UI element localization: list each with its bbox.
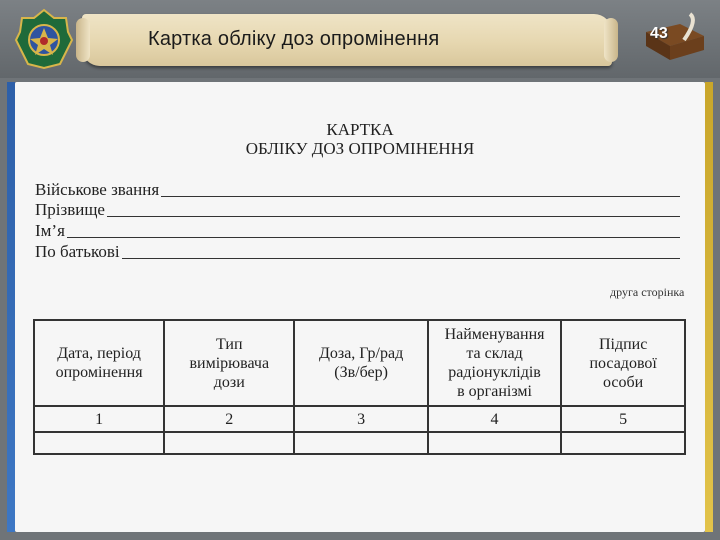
column-number: 5 xyxy=(561,406,685,432)
table-cell xyxy=(164,432,294,454)
title-banner xyxy=(82,14,612,66)
column-header-radionuclides xyxy=(428,320,561,406)
field-surname xyxy=(35,200,680,220)
column-number: 2 xyxy=(164,406,294,432)
emblem-icon xyxy=(14,8,74,70)
table-cell xyxy=(428,432,561,454)
header-line: опромінення xyxy=(55,364,143,381)
field-first-name xyxy=(35,221,680,241)
field-label: Військове звання xyxy=(35,180,160,199)
field-label: Прізвище xyxy=(35,200,105,219)
field-patronymic xyxy=(35,242,680,262)
table-row xyxy=(34,432,685,454)
column-header-meter-type xyxy=(164,320,294,406)
header-line: особи xyxy=(603,373,644,391)
field-line xyxy=(67,237,680,238)
field-label: Ім’я xyxy=(35,221,65,240)
page-side-note: друга сторінка xyxy=(610,285,685,299)
table-number-row xyxy=(34,406,685,432)
column-header-date xyxy=(34,320,164,406)
header-line: Доза, Гр/рад xyxy=(318,345,404,362)
slide-title: Картка обліку доз опромінення xyxy=(148,28,440,50)
header-line: вимірювача xyxy=(189,354,270,372)
header-line: (Зв/бер) xyxy=(334,364,388,381)
page-number: 43 xyxy=(650,25,668,42)
header-line: в організмі xyxy=(457,383,532,400)
header-line: радіонуклідів xyxy=(448,364,541,381)
table-header-row xyxy=(34,320,685,406)
header-line: дози xyxy=(213,373,245,391)
header-line: Підпис xyxy=(598,335,648,353)
column-number: 3 xyxy=(294,406,427,432)
document-title: КАРТКА xyxy=(326,120,394,139)
column-number: 1 xyxy=(34,406,164,432)
column-number: 4 xyxy=(428,406,561,432)
field-line xyxy=(161,196,680,197)
document-subtitle: ОБЛІКУ ДОЗ ОПРОМІНЕННЯ xyxy=(245,139,475,158)
header-line: Тип xyxy=(216,335,243,353)
header-line: посадової xyxy=(589,354,657,372)
table-cell xyxy=(34,432,164,454)
field-line xyxy=(107,216,680,217)
field-label: По батькові xyxy=(35,242,120,261)
header-line: та склад xyxy=(466,345,523,362)
column-header-signature xyxy=(561,320,685,406)
field-line xyxy=(122,258,680,259)
header-line: Найменування xyxy=(444,326,545,343)
field-military-rank xyxy=(35,180,680,200)
header-line: Дата, період xyxy=(57,345,141,362)
table-cell xyxy=(294,432,427,454)
table-cell xyxy=(561,432,685,454)
slide-header xyxy=(0,0,720,78)
column-header-dose xyxy=(294,320,427,406)
dose-record-table xyxy=(33,319,686,455)
